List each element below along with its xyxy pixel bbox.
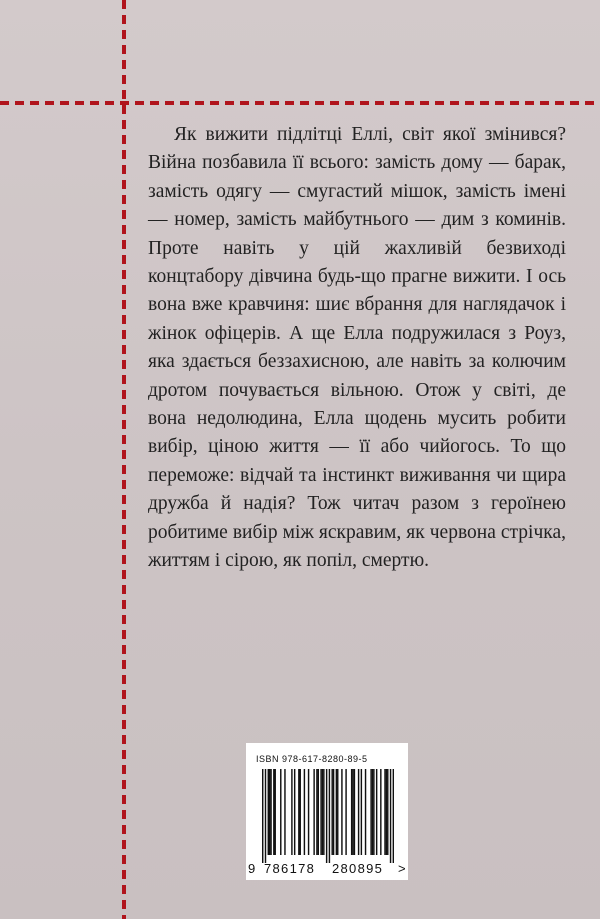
barcode-bar xyxy=(318,769,319,855)
red-stitch-vertical xyxy=(122,0,126,919)
barcode-bar xyxy=(313,769,314,855)
barcode-bar xyxy=(275,769,276,855)
red-stitch-horizontal xyxy=(0,101,600,105)
barcode-bar xyxy=(351,769,352,855)
barcode-bar xyxy=(268,769,269,855)
barcode-bar xyxy=(384,769,385,855)
barcode-bar xyxy=(387,769,388,855)
barcode-bar xyxy=(373,769,374,855)
barcode-bar xyxy=(331,769,332,855)
ean-right-digits: 280895 xyxy=(332,861,384,876)
barcode-bar xyxy=(370,769,371,855)
barcode-bar xyxy=(284,769,285,855)
barcode-bar xyxy=(262,769,263,863)
barcode-bar xyxy=(304,769,305,855)
barcode-bar xyxy=(280,769,281,855)
isbn-barcode xyxy=(246,743,408,880)
barcode-bar xyxy=(345,769,346,855)
barcode-bar xyxy=(316,769,317,855)
barcode-bars xyxy=(262,769,394,863)
barcode-bar xyxy=(372,769,373,855)
barcode-bar xyxy=(308,769,309,855)
barcode-bar xyxy=(298,769,299,855)
barcode-bar xyxy=(273,769,274,855)
barcode-bar xyxy=(376,769,377,855)
barcode-bar xyxy=(270,769,271,855)
ean-left-digits: 786178 xyxy=(264,861,316,876)
barcode-bar xyxy=(361,769,362,855)
barcode-bar xyxy=(326,769,327,863)
barcode-bar xyxy=(322,769,323,855)
barcode-bar xyxy=(358,769,359,855)
barcode-bar xyxy=(336,769,337,855)
barcode-bar xyxy=(393,769,394,863)
barcode-bar xyxy=(365,769,366,855)
barcode-bar xyxy=(294,769,295,855)
barcode-bar xyxy=(337,769,338,855)
isbn-label: ISBN 978-617-8280-89-5 xyxy=(256,754,368,764)
barcode-bar xyxy=(390,769,391,863)
barcode-bar xyxy=(380,769,381,855)
barcode-bar xyxy=(341,769,342,855)
barcode-bar xyxy=(333,769,334,855)
barcode-bar xyxy=(386,769,387,855)
barcode-bar xyxy=(300,769,301,855)
barcode-bar xyxy=(354,769,355,855)
ean-quiet-mark: > xyxy=(398,861,406,876)
barcode-bar xyxy=(329,769,330,863)
barcode-bar xyxy=(269,769,270,855)
cover-blurb-text: Як вижити підлітці Еллі, світ якої змінився? Війна позбавила її всього: замість дому — барак, замість одягу — смугастий мішок, замість імені — номер, замість майбутнього — дим з коминів. Проте навіть у цій жахливій безвиході концтабору дівчина будь-що прагне вижити. І ось вона вже кравчиня: шиє вбрання для наглядачок і жінок офіцерів. А ще Елла подружилася з Роуз, яка здається беззахисною, але навіть за колючим дротом почувається вільною. Отож у світі, де вона недолюдина, Елла щодень мусить робити вибір, ціною життя — її або чийогось. То що переможе: відчай та інстинкт виживання чи щира дружба й надія? Тож читач разом з героїнею робитиме вибір між яскравим, як червона стрічка, життям і сірою, як попіл, смертю. xyxy=(148,124,566,572)
ean-first-digit: 9 xyxy=(248,861,256,876)
barcode-bar xyxy=(291,769,292,855)
barcode-bar xyxy=(323,769,324,855)
barcode-bar xyxy=(352,769,353,855)
barcode-bar xyxy=(320,769,321,855)
barcode-bar xyxy=(265,769,266,863)
